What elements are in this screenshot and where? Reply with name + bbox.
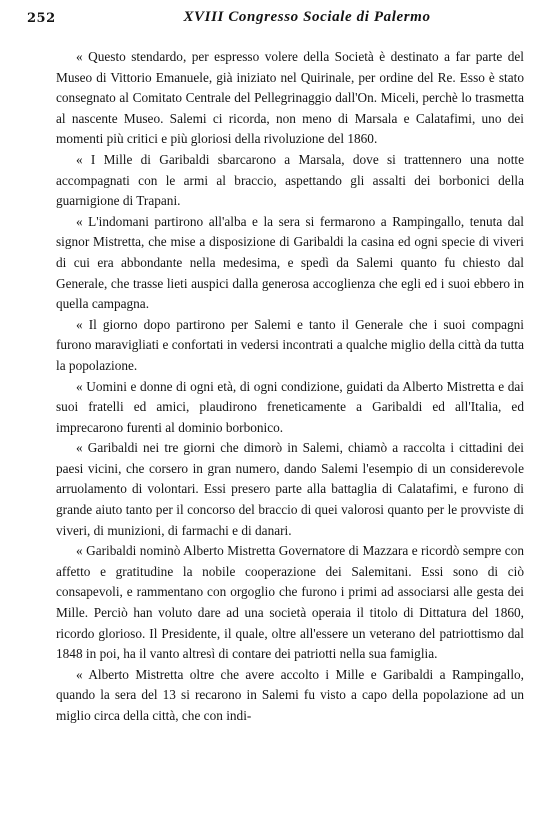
paragraph: « I Mille di Garibaldi sbarcarono a Marsala, dove si trattennero una notte accompagnati con le armi al braccio, aspettando gli assalti dei borbonici della guarnigione di Trapani. — [56, 151, 524, 209]
paragraph: « Questo stendardo, per espresso volere della Società è destinato a far parte del Museo di Vittorio Emanuele, già iniziato nel Quirinale, per ordine del Re. Esso è stato consegnato al Comitato Centrale del Pellegrinaggio dall'On. Miceli, perchè lo trasmetta al nascente Museo. Salemi ci ricorda, non meno di Marsala e Calatafimi, uno dei momenti più critici e più gloriosi della rivoluzione del 1860. — [56, 49, 524, 147]
page-header — [27, 9, 527, 31]
paragraph: « Garibaldi nei tre giorni che dimorò in Salemi, chiamò a raccolta i cittadini dei paesi vicini, che corsero in gran numero, dando Salemi l'esempio di un considerevole arruolamento di volontari. Essi presero parte alla battaglia di Calatafimi, e furono di grande aiuto tanto per il concorso del braccio di quei valorosi quanto per le provviste di viveri, di munizioni, di farmachi e di danari. — [56, 440, 524, 538]
paragraph: « Il giorno dopo partirono per Salemi e tanto il Generale che i suoi compagni furono maravigliati e confortati in vedersi incontrati a qualche miglio della città da tutta la popolazione. — [56, 316, 524, 373]
paragraph: « Garibaldi nominò Alberto Mistretta Governatore di Mazzara e ricordò sempre con affetto e gratitudine la nobile cooperazione dei Salemitani. Essi sono di ciò consapevoli, e rammentano con orgoglio che furono i primi ad associarsi alle gesta dei Mille. Perciò han voluto dare ad una società operaia il titolo di Dittatura del 1860, ricordo glorioso. Il Presidente, il quale, oltre all'essere un veterano del patriottismo dal 1848 in poi, ha il vanto altresì di contare dei patriotti nella sua famiglia. — [56, 543, 524, 662]
paragraph: « Uomini e donne di ogni età, di ogni condizione, guidati da Alberto Mistretta e dai suoi fratelli ed amici, plaudirono freneticamente a Garibaldi ed all'Italia, ed imprecarono furenti al dominio borbonico. — [56, 378, 524, 435]
paragraph: « Alberto Mistretta oltre che avere accolto i Mille e Garibaldi a Rampingallo, quando la sera del 13 si recarono in Salemi fu visto a capo della popolazione ad un miglio circa della città, che con indi- — [56, 666, 524, 723]
body-text — [56, 47, 524, 727]
paragraph: « L'indomani partirono all'alba e la sera si fermarono a Rampingallo, tenuta dal signor Mistretta, che mise a disposizione di Garibaldi la casina ed ogni specie di viveri di cui era abbondante nella medesima, e spedì da Salemi quanto fu chiesto dal Generale, che trasse lieti auspici dalla generosa accoglienza che egli ed i suoi ebbero in quella campagna. — [56, 213, 524, 312]
running-title: XVIII Congresso Sociale di Palermo — [183, 9, 431, 25]
page-number: 252 — [27, 11, 56, 26]
